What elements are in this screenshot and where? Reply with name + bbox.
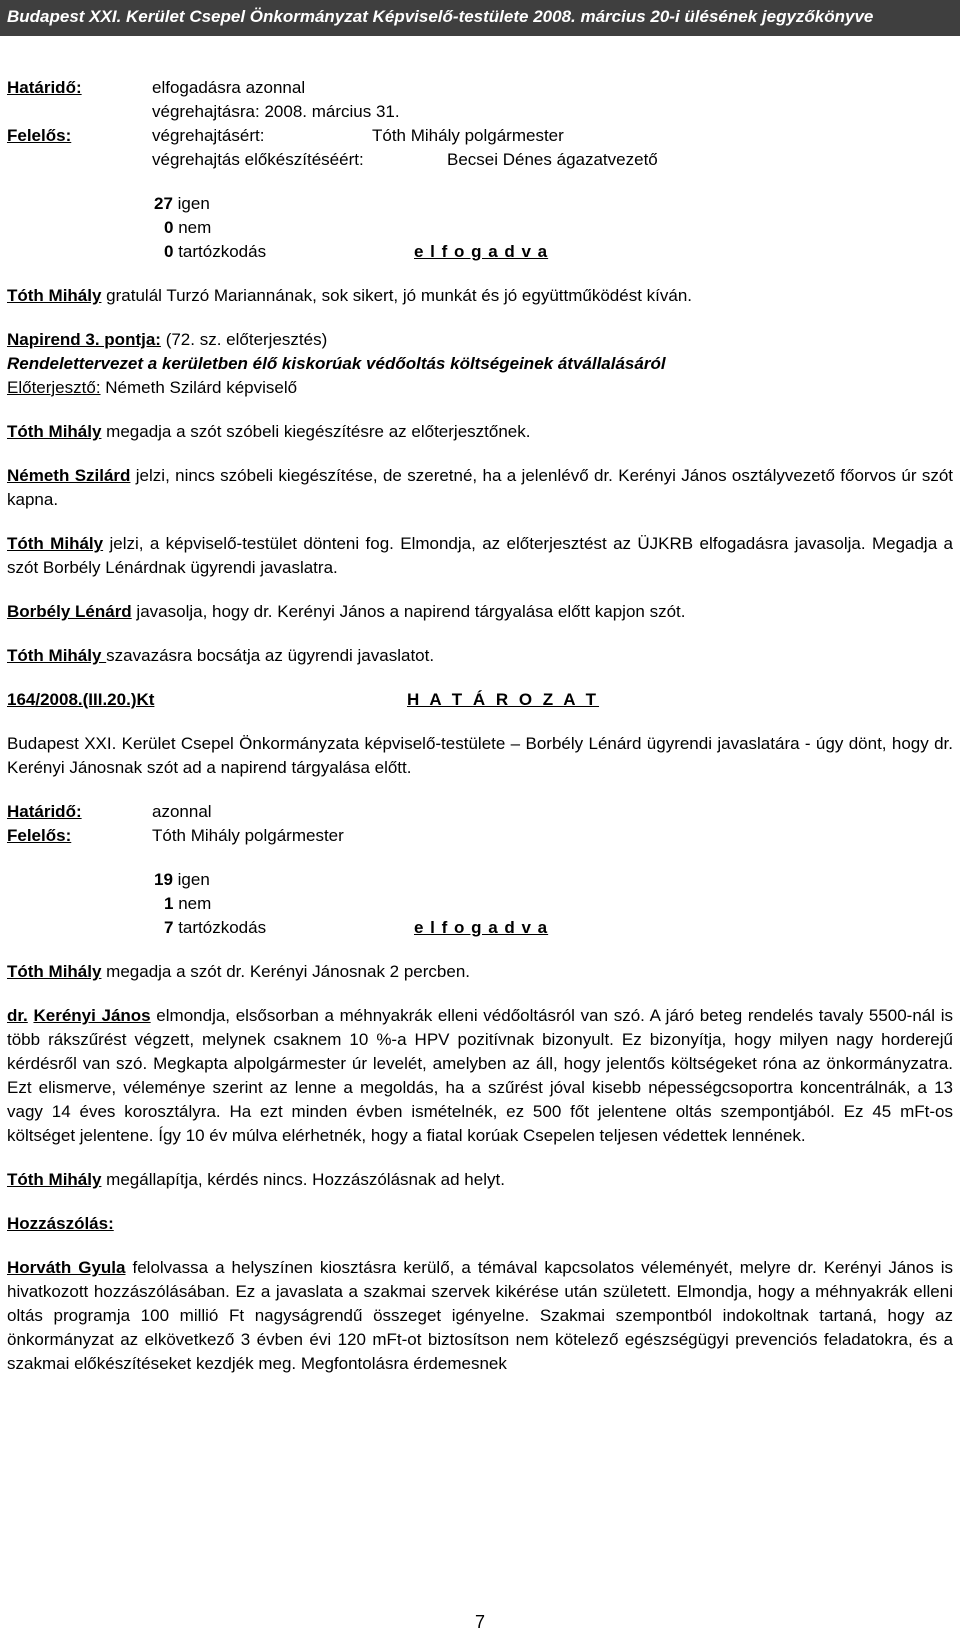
speaker-name: Tóth Mihály	[7, 534, 104, 553]
deadline-label: Határidő:	[7, 802, 82, 821]
header-title: Budapest XXI. Kerület Csepel Önkormányzat Képviselő-testülete 2008. március 20-i ülésének jegyzőkönyve	[7, 7, 874, 26]
resolution-title: H A T Á R O Z A T	[407, 690, 600, 709]
vote-yes: 27 igen	[154, 194, 210, 213]
speaker-name: Tóth Mihály	[7, 1170, 102, 1189]
deadline-line-2: végrehajtásra: 2008. március 31.	[152, 102, 400, 121]
speaker-name: Borbély Lénárd	[7, 602, 132, 621]
paragraph-2: Tóth Mihály megadja a szót szóbeli kiegészítésre az előterjesztőnek.	[7, 422, 531, 441]
vote-abstain: 7 tartózkodás e l f o g a d v a	[154, 916, 953, 940]
agenda-block: Napirend 3. pontja: (72. sz. előterjesztés) Rendelettervezet a kerületben élő kiskorúak védőoltás költségeinek átvállalásáról Előterjesztő: Németh Szilárd képviselő	[7, 328, 953, 400]
paragraph-8: dr. Kerényi János elmondja, elsősorban a méhnyakrák elleni védőoltásról van szó. A járó beteg rendelés tavaly 5500-nál is több rákszűrést végzett, melynek csaknem 10 %-a HPV pozitívnak bizonyult. Ez bizonyítja, hogy milyen nagy horderejű kérdésről van szó. Megkapta alpolgármester úr levelét, amelyben az áll, hogy jelentős költségeket róna az önkormányzatra. Ezt elismerve, véleménye szerint az lenne a megoldás, ha a szűrést jóval kisebb népességcsoportra koncentrálnák, a 13 vagy 14 éves korosztályra. Ha ezt minden évben ismételnék, ez 500 főt jelentene oltás szempontjából. Ez 45 mFt-os költséget jelentene. Így 10 év múlva elérhetnék, hogy a fiatal korúak Csepelen teljesen védettek lennének.	[7, 1006, 953, 1145]
vote-result: e l f o g a d v a	[414, 242, 549, 261]
presenter-label: Előterjesztő:	[7, 378, 101, 397]
speaker-name: Tóth Mihály	[7, 646, 107, 665]
vote-result: e l f o g a d v a	[414, 918, 549, 937]
speaker-name: Kerényi János	[33, 1006, 151, 1025]
document-body	[7, 76, 953, 1376]
deadline-block-2	[7, 800, 953, 848]
resolution-number: 164/2008.(III.20.)Kt	[7, 690, 155, 709]
speaker-title: dr.	[7, 1006, 28, 1025]
vote-no: 1 nem	[164, 894, 212, 913]
vote-no: 0 nem	[164, 218, 212, 237]
deadline-label: Határidő:	[7, 78, 82, 97]
page-number: 7	[474, 1612, 485, 1632]
resp-person-2: Becsei Dénes ágazatvezető	[447, 150, 658, 169]
resp-role-2: végrehajtás előkészítéséért:	[152, 150, 364, 169]
deadline-row-1	[7, 76, 953, 124]
paragraph-5: Borbély Lénárd javasolja, hogy dr. Kerényi János a napirend tárgyalása előtt kapjon szót.	[7, 602, 686, 621]
vote-yes: 19 igen	[154, 870, 210, 889]
comments-heading: Hozzászólás:	[7, 1214, 114, 1233]
vote-block-1	[7, 192, 953, 264]
resolution-text: Budapest XXI. Kerület Csepel Önkormányzata képviselő-testülete – Borbély Lénárd ügyrendi javaslatára - úgy dönt, hogy dr. Kerényi Jánosnak szót ad a napirend tárgyalása előtt.	[7, 734, 953, 777]
vote-abstain: 0 tartózkodás e l f o g a d v a	[154, 240, 953, 264]
deadline: azonnal	[152, 802, 212, 821]
agenda-item: Napirend 3. pontja:	[7, 330, 161, 349]
resp-role-1: végrehajtásért:	[152, 126, 265, 145]
paragraph-10: Horváth Gyula felolvassa a helyszínen kiosztásra kerülő, a témával kapcsolatos véleményét, melyre dr. Kerényi János is hivatkozott hozzászólásában. Ez a javaslata a szakmai szervek kikérése után született. Elmondja, hogy a méhnyakrák elleni oltás programja 100 millió Ft nagyságrendű összeget igényelne. Szakmai szempontból indokoltnak tartaná, hogy az önkormányzat az elkövetkező 3 évben évi 120 mFt-ot biztosítson nem kötelező egészségügyi prevenciós feladatokra, és a szakmai előkészítéseket kezdjék meg. Megfontolásra érdemesnek	[7, 1258, 953, 1373]
page-header	[0, 0, 960, 36]
speaker-name: Tóth Mihály	[7, 422, 102, 441]
speaker-name: Horváth Gyula	[7, 1258, 126, 1277]
presenter: Németh Szilárd képviselő	[100, 378, 298, 397]
resp-person-1: Tóth Mihály polgármester	[372, 126, 564, 145]
deadline-line-1: elfogadásra azonnal	[152, 78, 306, 97]
speaker-name: Németh Szilárd	[7, 466, 131, 485]
responsible-label: Felelős:	[7, 126, 72, 145]
resolution-heading	[7, 688, 953, 712]
vote-block-2	[7, 868, 953, 940]
agenda-title: Rendelettervezet a kerületben élő kiskorúak védőoltás költségeinek átvállalásáról	[7, 354, 666, 373]
paragraph-7: Tóth Mihály megadja a szót dr. Kerényi Jánosnak 2 percben.	[7, 962, 471, 981]
paragraph-6: Tóth Mihály szavazásra bocsátja az ügyrendi javaslatot.	[7, 646, 435, 665]
paragraph-1: Tóth Mihály gratulál Turzó Mariannának, sok sikert, jó munkát és jó együttműködést kíván.	[7, 286, 693, 305]
speaker-name: Tóth Mihály	[7, 286, 102, 305]
responsible-row-1	[7, 124, 953, 172]
paragraph-4: Tóth Mihály jelzi, a képviselő-testület dönteni fog. Elmondja, az előterjesztést az ÜJKRB elfogadásra javasolja. Megadja a szót Borbély Lénárdnak ügyrendi javaslatra.	[7, 534, 953, 577]
speaker-name: Tóth Mihály	[7, 962, 102, 981]
responsible: Tóth Mihály polgármester	[152, 826, 344, 845]
paragraph-9: Tóth Mihály megállapítja, kérdés nincs. Hozzászólásnak ad helyt.	[7, 1170, 505, 1189]
responsible-label: Felelős:	[7, 826, 72, 845]
paragraph-3: Németh Szilárd jelzi, nincs szóbeli kiegészítése, de szeretné, ha a jelenlévő dr. Kerényi János osztályvezető főorvos úr szót kapna.	[7, 466, 953, 509]
